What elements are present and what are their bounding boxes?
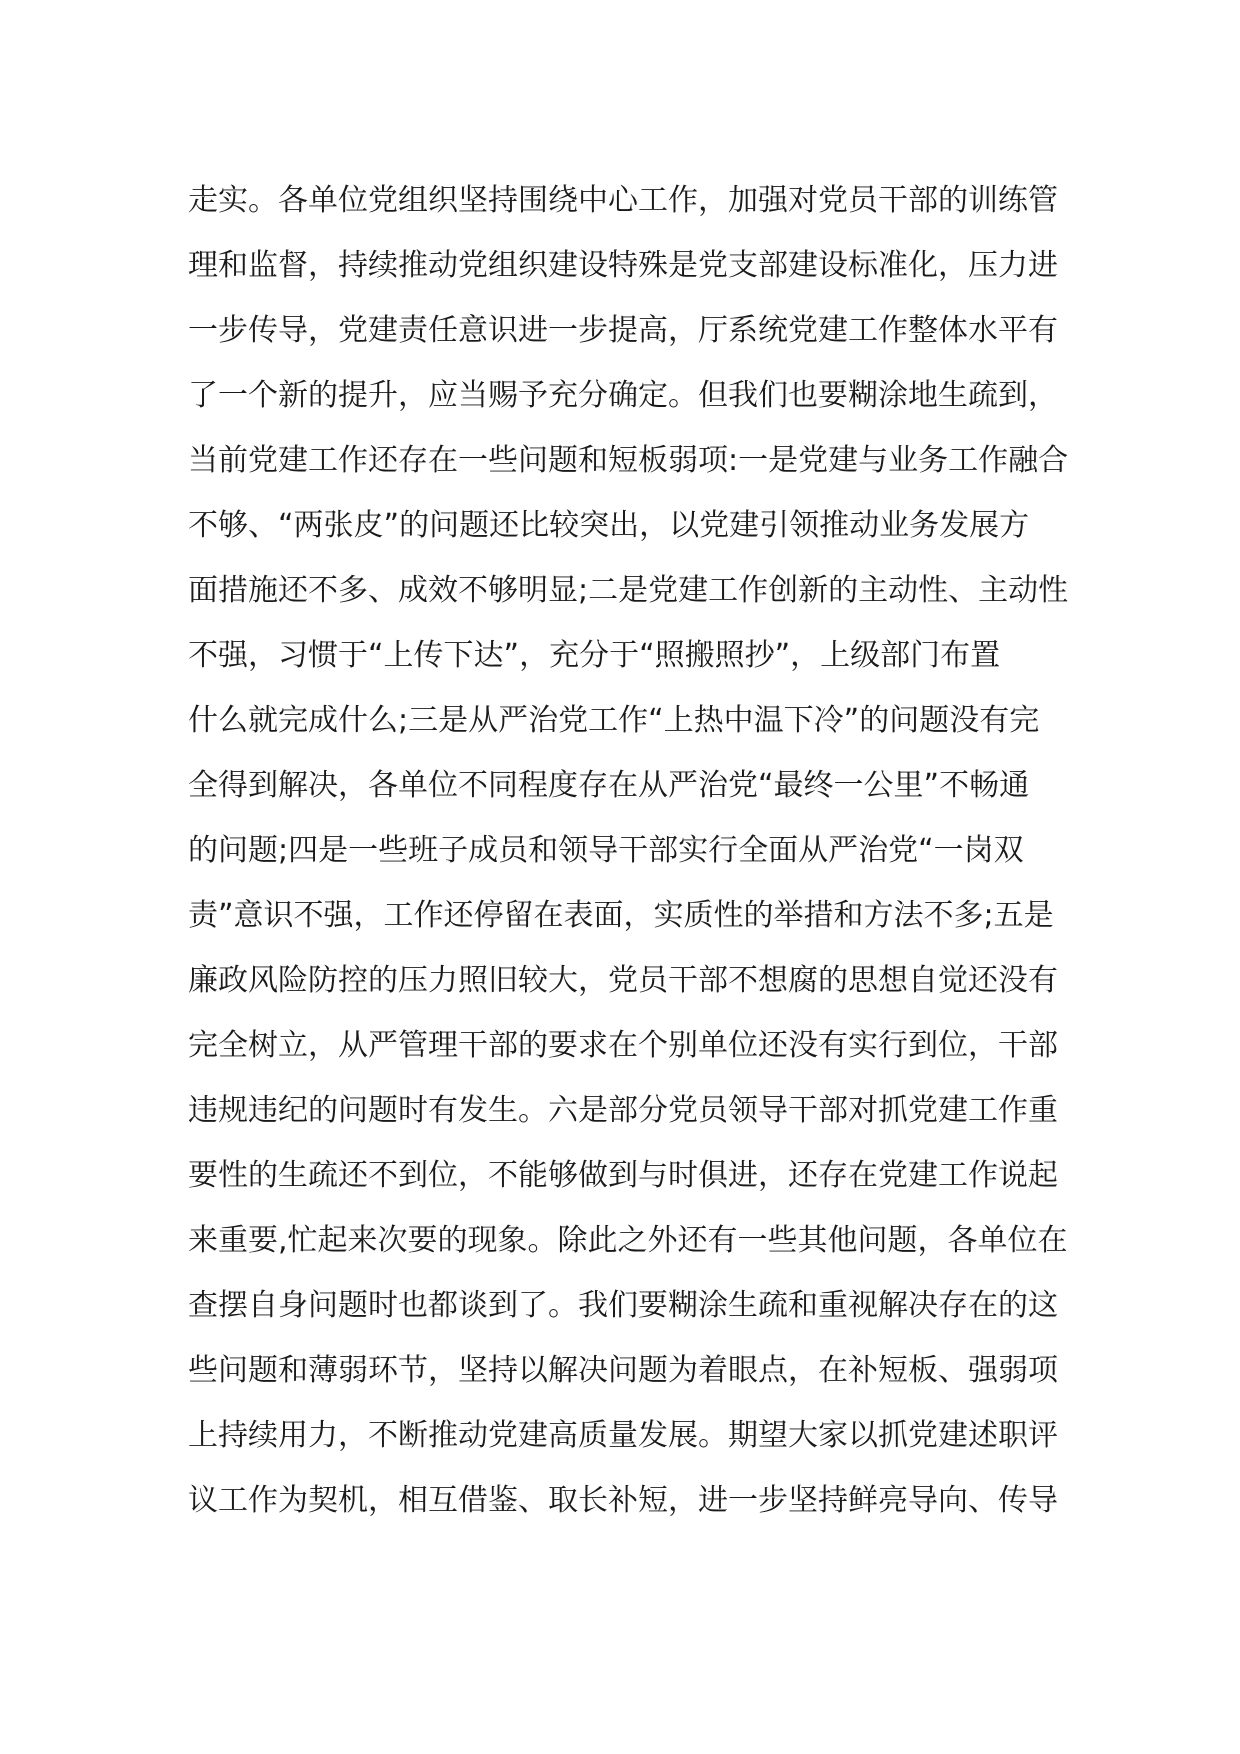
- body-paragraph: [188, 168, 1068, 1533]
- text-line: 议工作为契机，相互借鉴、取长补短，进一步坚持鲜亮导向、传导: [188, 1483, 1058, 1518]
- text-line: 违规违纪的问题时有发生。六是部分党员领导干部对抓党建工作重: [188, 1093, 1058, 1128]
- text-line: 面措施还不多、成效不够明显;二是党建工作创新的主动性、主动性: [188, 573, 1068, 608]
- text-line: 一步传导，党建责任意识进一步提高，厅系统党建工作整体水平有: [188, 313, 1058, 348]
- text-line: 不强，习惯于“上传下达”，充分于“照搬照抄”，上级部门布置: [188, 638, 1001, 673]
- text-line: 不够、“两张皮”的问题还比较突出，以党建引领推动业务发展方: [188, 508, 1030, 543]
- text-line: 要性的生疏还不到位，不能够做到与时俱进，还存在党建工作说起: [188, 1158, 1058, 1193]
- text-line: 上持续用力，不断推动党建高质量发展。期望大家以抓党建述职评: [188, 1418, 1058, 1453]
- text-line: 全得到解决，各单位不同程度存在从严治党“最终一公里”不畅通: [188, 768, 1030, 803]
- text-line: 责”意识不强，工作还停留在表面，实质性的举措和方法不多;五是: [188, 898, 1054, 933]
- text-line: 查摆自身问题时也都谈到了。我们要糊涂生疏和重视解决存在的这: [188, 1288, 1058, 1323]
- text-line: 了一个新的提升，应当赐予充分确定。但我们也要糊涂地生疏到，: [188, 378, 1058, 413]
- text-line: 的问题;四是一些班子成员和领导干部实行全面从严治党“一岗双: [188, 833, 1024, 868]
- text-line: 廉政风险防控的压力照旧较大，党员干部不想腐的思想自觉还没有: [188, 963, 1058, 998]
- text-line: 来重要,忙起来次要的现象。除此之外还有一些其他问题，各单位在: [188, 1223, 1068, 1258]
- text-line: 走实。各单位党组织坚持围绕中心工作，加强对党员干部的训练管: [188, 183, 1058, 218]
- text-line: 什么就完成什么;三是从严治党工作“上热中温下冷”的问题没有完: [188, 703, 1040, 738]
- text-line: 些问题和薄弱环节，坚持以解决问题为着眼点，在补短板、强弱项: [188, 1353, 1058, 1388]
- text-line: 理和监督，持续推动党组织建设特殊是党支部建设标准化，压力进: [188, 248, 1058, 283]
- text-line: 完全树立，从严管理干部的要求在个别单位还没有实行到位，干部: [188, 1028, 1058, 1063]
- text-line: 当前党建工作还存在一些问题和短板弱项:一是党建与业务工作融合: [188, 443, 1068, 478]
